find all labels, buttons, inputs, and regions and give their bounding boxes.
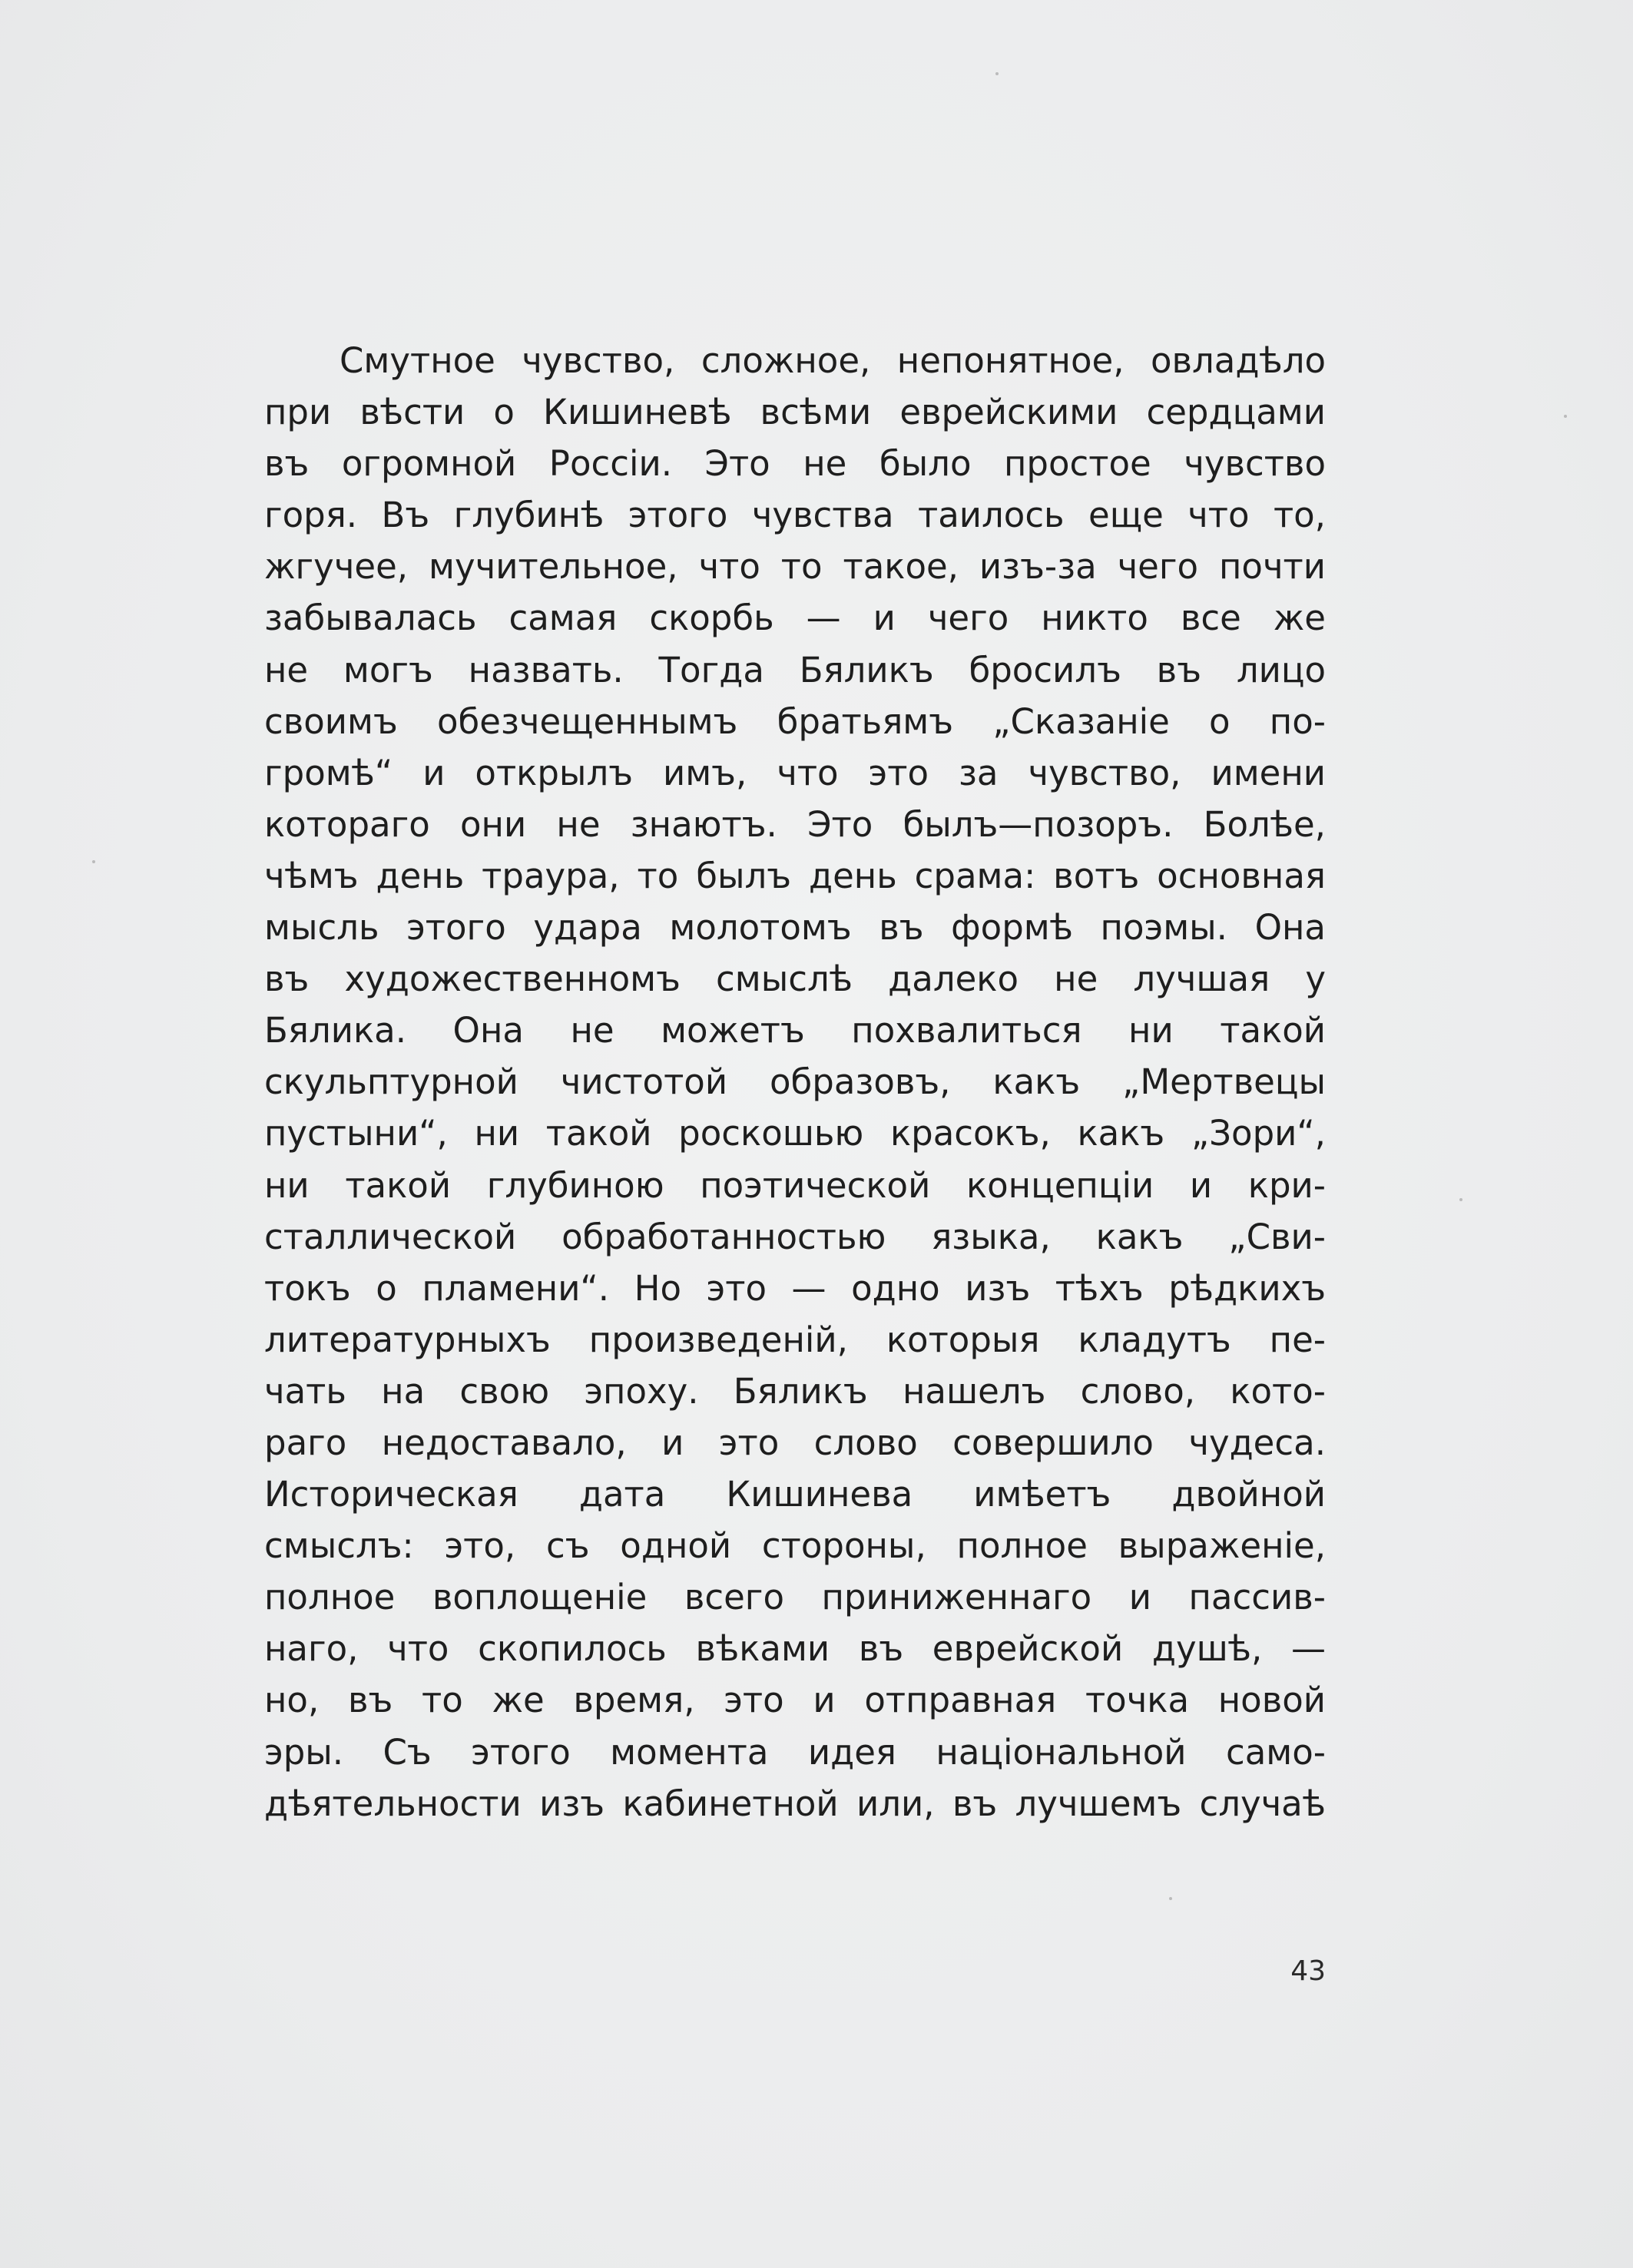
text-line: въ огромной Россіи. Это не было простое чувство: [264, 443, 1326, 485]
paper-speck: [995, 72, 999, 75]
page-number: 43: [1290, 1955, 1326, 1987]
text-line: но, въ то же время, это и отправная точка новой: [264, 1680, 1326, 1721]
text-line: чать на свою эпоху. Бяликъ нашелъ слово, кото-: [264, 1370, 1326, 1412]
body-text: [264, 335, 1326, 1829]
text-line: не могъ назвать. Тогда Бяликъ бросилъ въ лицо: [264, 649, 1326, 690]
text-line: горя. Въ глубинѣ этого чувства таилось еще что то,: [264, 495, 1326, 536]
text-line: жгучее, мучительное, что то такое, изъ-за чего почти: [264, 546, 1326, 588]
text-line: громѣ“ и открылъ имъ, что это за чувство, имени: [264, 752, 1326, 793]
paper-speck: [1564, 415, 1567, 418]
paper-speck: [1169, 1897, 1172, 1900]
text-line: скульптурной чистотой образовъ, какъ „Мертвецы: [264, 1061, 1326, 1103]
paper-speck: [1459, 1198, 1462, 1201]
text-line: полное воплощеніе всего приниженнаго и пассив-: [264, 1577, 1326, 1618]
text-line: литературныхъ произведеній, которыя кладутъ пе-: [264, 1319, 1326, 1360]
text-line: смыслъ: это, съ одной стороны, полное выраженіе,: [264, 1525, 1326, 1567]
text-line: раго недоставало, и это слово совершило чудеса.: [264, 1422, 1326, 1463]
text-line: своимъ обезчещеннымъ братьямъ „Сказаніе о по-: [264, 700, 1326, 742]
text-line: пустыни“, ни такой роскошью красокъ, какъ „Зори“,: [264, 1113, 1326, 1154]
text-line: забывалась самая скорбь — и чего никто все же: [264, 598, 1326, 639]
text-line: сталлической обработанностью языка, какъ „Сви-: [264, 1216, 1326, 1257]
text-line: эры. Съ этого момента идея національной само-: [264, 1731, 1326, 1773]
text-line: въ художественномъ смыслѣ далеко не лучшая у: [264, 959, 1326, 1000]
text-line: котораго они не знаютъ. Это былъ—позоръ. Болѣе,: [264, 803, 1326, 845]
text-line: токъ о пламени“. Но это — одно изъ тѣхъ рѣдкихъ: [264, 1267, 1326, 1309]
text-line: наго, что скопилось вѣками въ еврейской душѣ, —: [264, 1628, 1326, 1670]
text-line: чѣмъ день траура, то былъ день срама: вотъ основная: [264, 855, 1326, 896]
text-line: ни такой глубиною поэтической концепціи и кри-: [264, 1164, 1326, 1206]
text-line: дѣятельности изъ кабинетной или, въ лучшемъ случаѣ: [264, 1783, 1326, 1824]
text-line: Бялика. Она не можетъ похвалиться ни такой: [264, 1010, 1326, 1051]
text-line: Историческая дата Кишинева имѣетъ двойной: [264, 1474, 1326, 1515]
paper-speck: [92, 860, 95, 863]
text-line: при вѣсти о Кишиневѣ всѣми еврейскими сердцами: [264, 392, 1326, 433]
text-line: Смутное чувство, сложное, непонятное, овладѣло: [340, 340, 1326, 381]
text-line: мысль этого удара молотомъ въ формѣ поэмы. Она: [264, 907, 1326, 949]
